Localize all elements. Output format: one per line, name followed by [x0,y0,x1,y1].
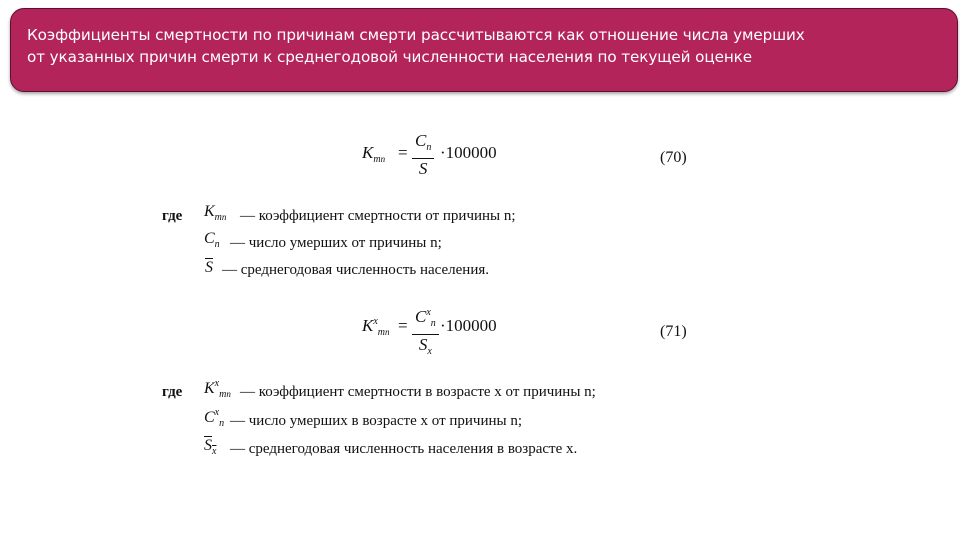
banner-line-2: от указанных причин смерти к среднегодовой численности населения по текущей оценке [27,48,752,66]
equation-number-71: (71) [660,323,687,340]
formula-70-fraction: $\frac{C_n}{S}$ [412,132,434,178]
legend-71-desc-K: — коэффициент смертности в возрасте x от причины n; [240,384,596,400]
where-label-71: где [162,384,183,400]
formula-71-multiplier: ·100000 [440,316,497,335]
legend-70-desc-K: — коэффициент смертности от причины n; [240,208,516,224]
legend-71-symbol-S: $S_x$ [204,437,217,457]
where-label-70: где [162,208,183,224]
formula-71-lhs: $K^x_{mn}$ [362,316,390,338]
title-banner [10,8,958,92]
formula-70-lhs: $K_{mn}$ [362,143,386,165]
formula-70-multiplier: ·100000 [440,143,497,162]
legend-70-symbol-S: $\overline{S}$ [205,259,213,276]
legend-71-symbol-K: $K^x_{mn}$ [204,378,231,400]
formula-70-equals: = [398,143,408,162]
formula-71 [362,307,662,357]
banner-line-1: Коэффициенты смертности по причинам смерти рассчитываются как отношение числа умерших [27,26,805,44]
legend-71-desc-S: — среднегодовая численность населения в возрасте x. [230,441,578,457]
formula-71-fraction: $C^x_n$ $S_x$ [412,304,439,361]
legend-70-symbol-K: $K_{mn}$ [204,203,227,223]
formula-70 [362,131,662,183]
equation-number-70: (70) [660,149,687,166]
legend-70-symbol-C: $C_n$ [204,230,220,250]
legend-70-desc-C: — число умерших от причины n; [230,235,442,251]
formula-71-equals: = [398,316,408,335]
legend-71-symbol-C: $C^x_n$ [204,407,225,429]
legend-70-desc-S: — среднегодовая численность населения. [222,262,489,278]
legend-71-desc-C: — число умерших в возрасте x от причины n; [230,413,523,429]
